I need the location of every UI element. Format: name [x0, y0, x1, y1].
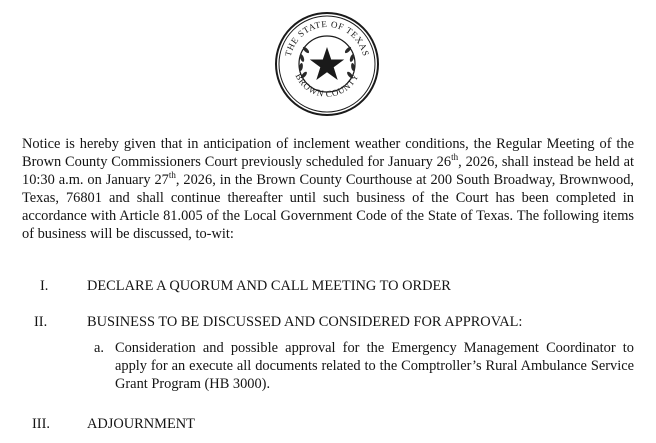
notice-text-part1: Notice is hereby given that in anticipation of inclement weather conditions, the Regular Meeting of the Brown County Commissioners Court previously scheduled for January 26	[22, 136, 634, 170]
agenda-item-3	[32, 415, 632, 433]
agenda-item-number: I.	[40, 278, 49, 294]
notice-paragraph	[22, 135, 634, 243]
agenda-item-number: III.	[32, 416, 50, 432]
star-seal-icon	[274, 11, 380, 117]
agenda-item-1	[40, 277, 640, 295]
county-seal	[274, 11, 380, 117]
ordinal-suffix: th	[451, 152, 459, 163]
agenda-item-2	[34, 313, 634, 331]
agenda-item-text: ADJOURNMENT	[87, 416, 195, 432]
notice-text-part3: , 2026, in the Brown County Courthouse at 200 South Broadway, Brownwood, Texas, 76801 and shall continue thereafter until such business of the Court has been completed in accordance with Article 81.005 of the Local Government Code of the State of Texas. The following items of business will be discussed, to-wit:	[22, 172, 634, 242]
agenda-subitem-text: Consideration and possible approval for the Emergency Management Coordinator to apply for an execute all documents related to the Comptroller’s Rural Ambulance Service Grant Program (HB 3000).	[115, 340, 634, 392]
svg-text:THE STATE OF TEXAS: THE STATE OF TEXAS	[282, 18, 372, 58]
svg-text:BROWN COUNTY: BROWN COUNTY	[293, 71, 361, 99]
ordinal-suffix: th	[168, 170, 176, 181]
agenda-item-text: BUSINESS TO BE DISCUSSED AND CONSIDERED FOR APPROVAL:	[87, 314, 523, 330]
agenda-item-number: II.	[34, 314, 48, 330]
agenda-item-text: DECLARE A QUORUM AND CALL MEETING TO ORDER	[87, 278, 451, 294]
notice-text-part2: , 2026, shall instead be held at 10:30 a.m. on January 27	[22, 154, 634, 188]
agenda-subitem-letter: a.	[94, 340, 104, 356]
